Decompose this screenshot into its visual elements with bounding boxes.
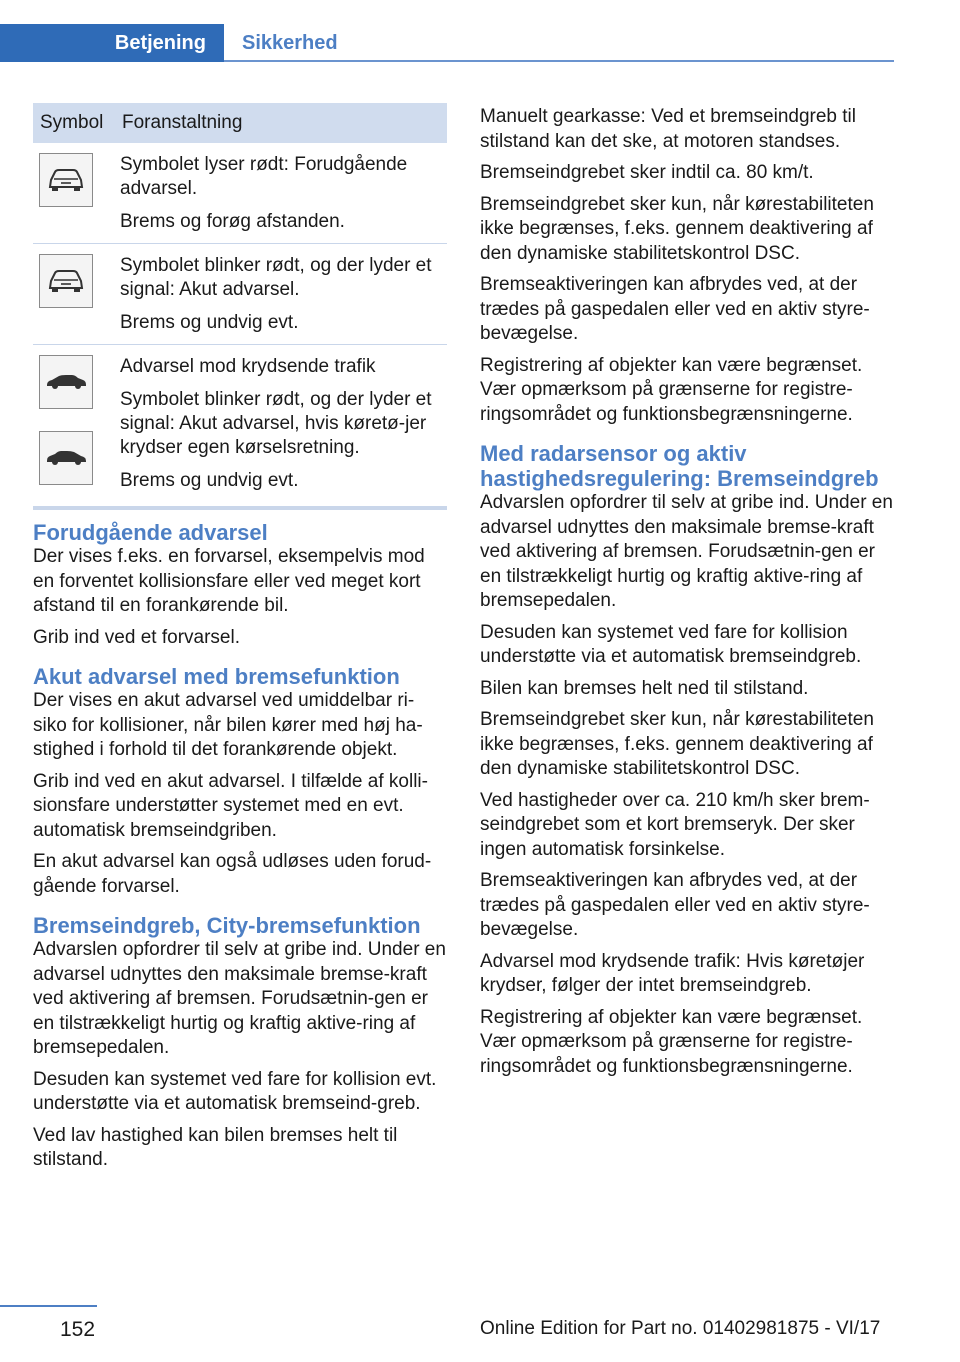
action-cell xyxy=(120,254,447,344)
action-text: Symbolet blinker rødt, og der lyder et signal: Akut advarsel. xyxy=(120,255,432,300)
footer-divider xyxy=(0,1305,97,1307)
action-text: Brems og forøg afstanden. xyxy=(120,211,345,232)
action-text: Symbolet lyser rødt: Forudgående advarsel. xyxy=(120,154,408,199)
action-text: Advarsel mod krydsende trafik xyxy=(120,356,376,377)
paragraph: Grib ind ved et forvarsel. xyxy=(33,626,240,648)
action-cell xyxy=(120,153,447,243)
tab-sikkerhed[interactable]: Sikkerhed xyxy=(242,31,338,54)
car-front-icon xyxy=(39,254,93,308)
paragraph: Grib ind ved en akut advarsel. I tilfælde af kolli-sionsfare understøtter systemet med en evt. automatisk bremseindgriben. xyxy=(33,770,428,841)
paragraph: Desuden kan systemet ved fare for kollision evt. understøtte via et automatisk bremseind-greb. xyxy=(33,1068,437,1114)
paragraph: Bremseaktiveringen kan afbrydes ved, at der trædes på gaspedalen eller ved en aktiv styre-bevægelse. xyxy=(480,870,870,940)
paragraph: Desuden kan systemet ved fare for kollision understøtte via et automatisk bremseindgreb. xyxy=(480,621,862,667)
symbol-cell xyxy=(33,355,120,502)
header-tabs xyxy=(0,0,960,62)
paragraph: Registrering af objekter kan være begrænset. Vær opmærksom på grænserne for registre-ringsområdet og funktionsbegrænsningerne. xyxy=(480,354,863,425)
right-column xyxy=(480,105,898,1086)
paragraph: Bremseindgrebet sker indtil ca. 80 km/t. xyxy=(480,162,814,183)
section-heading: Forudgående advarsel xyxy=(33,520,268,545)
tab-betjening[interactable]: Betjening xyxy=(0,24,224,62)
page-number: 152 xyxy=(60,1318,96,1341)
action-text: Brems og undvig evt. xyxy=(120,312,299,333)
symbol-cell xyxy=(33,254,120,344)
paragraph: Ved lav hastighed kan bilen bremses helt til stilstand. xyxy=(33,1124,398,1170)
column-header-action: Foranstaltning xyxy=(122,112,243,133)
table-row xyxy=(33,345,447,510)
paragraph: Advarslen opfordrer til selv at gribe ind. Under en advarsel udnyttes den maksimale bremse-kraft ved aktivering af bremsen. Forudsætnin-gen er en tilstrækkeligt hurtig og kraftig aktive-ring af bremsepedalen. xyxy=(480,492,893,611)
symbol-table xyxy=(33,103,447,510)
table-row xyxy=(33,244,447,345)
paragraph: Der vises en akut advarsel ved umiddelbar ri-siko for kollisioner, når bilen kører med høj ha-stighed i forhold til det forankørende objekt. xyxy=(33,690,423,760)
header-divider xyxy=(224,60,894,62)
paragraph: Registrering af objekter kan være begrænset. Vær opmærksom på grænserne for registre-ringsområdet og funktionsbegrænsningerne. xyxy=(480,1006,863,1077)
section-heading: Bremseindgreb, City-bremsefunktion xyxy=(33,913,421,938)
car-front-icon xyxy=(39,153,93,207)
symbol-cell xyxy=(33,153,120,243)
paragraph: En akut advarsel kan også udløses uden forud-gående forvarsel. xyxy=(33,851,432,897)
car-side-right-icon xyxy=(39,431,93,485)
action-text: Symbolet blinker rødt, og der lyder et signal: Akut advarsel, hvis køretø-jer krydser egen kørselsretning. xyxy=(120,389,432,458)
paragraph: Der vises f.eks. en forvarsel, eksempelvis mod en forventet kollisionsfare eller ved meget kort afstand til en forankørende bil. xyxy=(33,546,425,616)
paragraph: Ved hastigheder over ca. 210 km/h sker brem-seindgrebet som et kort bremseryk. Der sker ingen automatisk forsinkelse. xyxy=(480,789,870,860)
table-row xyxy=(33,143,447,244)
column-header-symbol: Symbol xyxy=(40,112,104,133)
action-cell xyxy=(120,355,447,502)
section-heading: Med radarsensor og aktiv hastighedsregulering: Bremseindgreb xyxy=(480,441,879,491)
paragraph: Bremseindgrebet sker kun, når kørestabiliteten ikke begrænses, f.eks. gennem deaktivering af den dynamiske stabilitetskontrol DSC. xyxy=(480,709,874,779)
table-header xyxy=(33,103,447,143)
car-side-left-icon xyxy=(39,355,93,409)
paragraph: Advarsel mod krydsende trafik: Hvis køretøjer krydser, følger der intet bremseindgreb. xyxy=(480,950,865,996)
paragraph: Bremseaktiveringen kan afbrydes ved, at der trædes på gaspedalen eller ved en aktiv styre-bevægelse. xyxy=(480,274,870,344)
paragraph: Bremseindgrebet sker kun, når kørestabiliteten ikke begrænses, f.eks. gennem deaktivering af den dynamiske stabilitetskontrol DSC. xyxy=(480,193,874,264)
paragraph: Manuelt gearkasse: Ved et bremseindgreb til stilstand kan det ske, at motoren standses. xyxy=(480,106,856,152)
action-text: Brems og undvig evt. xyxy=(120,470,299,491)
paragraph: Advarslen opfordrer til selv at gribe ind. Under en advarsel udnyttes den maksimale bremse-kraft ved aktivering af bremsen. Forudsætnin-gen er en tilstrækkeligt hurtig og kraftig aktive-ring af bremsepedalen. xyxy=(33,939,446,1058)
left-column xyxy=(33,520,447,1180)
edition-note: Online Edition for Part no. 01402981875 - VI/17 xyxy=(480,1318,881,1339)
paragraph: Bilen kan bremses helt ned til stilstand. xyxy=(480,677,809,699)
section-heading: Akut advarsel med bremsefunktion xyxy=(33,664,400,689)
